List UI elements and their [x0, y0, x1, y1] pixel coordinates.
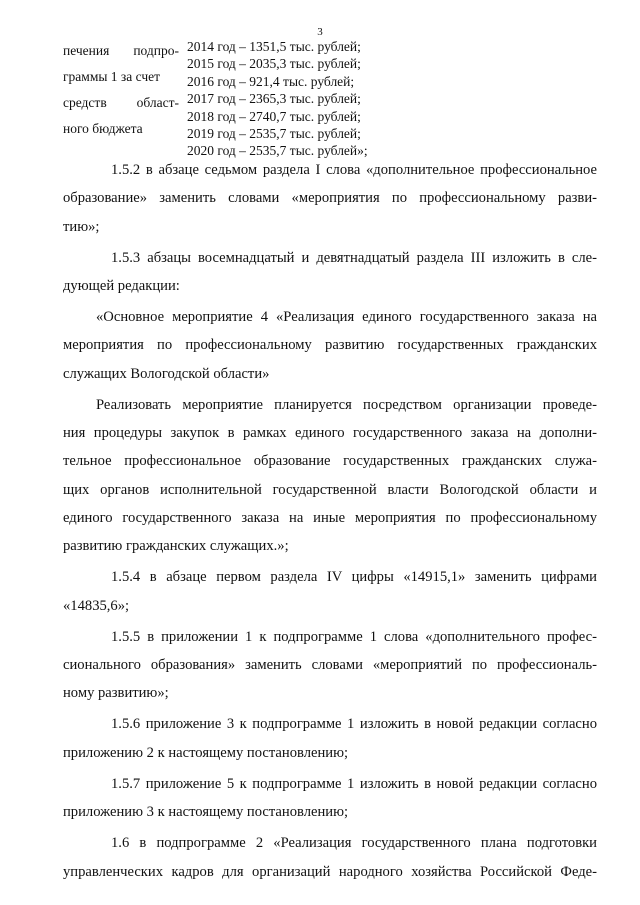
text-line: Реализовать мероприятие планируется посредством организации проведе- [96, 396, 597, 413]
text-line: служащих Вологодской области» [63, 365, 270, 382]
paragraph-1-5-7 [63, 770, 597, 827]
text-line: образование» заменить словами «мероприятия по профессиональному разви- [63, 190, 597, 207]
text-line: 1.5.4 в абзаце первом раздела IV цифры «14915,1» заменить цифрами [111, 569, 597, 586]
financing-year-line: 2020 год – 2535,7 тыс. рублей»; [187, 143, 368, 159]
text-line: ному развитию»; [63, 685, 169, 702]
paragraph-1-6 [63, 829, 597, 886]
paragraph-main-event-4 [63, 303, 597, 388]
financing-year-line: 2018 год – 2740,7 тыс. рублей; [187, 108, 361, 124]
document-body [63, 156, 597, 886]
financing-label-line: средств област- [63, 95, 179, 110]
text-line: единого государственного заказа на иные мероприятия по профессиональному [63, 509, 597, 526]
text-line: 1.5.5 в приложении 1 к подпрограмме 1 слова «дополнительного профес- [111, 628, 597, 645]
text-line: щих органов исполнительной государственной власти Вологодской области и [63, 481, 597, 498]
financing-year-line: 2019 год – 2535,7 тыс. рублей; [187, 125, 361, 141]
text-line: 1.5.3 абзацы восемнадцатый и девятнадцатый раздела III изложить в сле- [111, 249, 597, 266]
text-line: ния процедуры закупок в рамках единого государственного заказа на дополни- [63, 425, 597, 442]
financing-year-line: 2014 год – 1351,5 тыс. рублей; [187, 39, 361, 54]
text-line: мероприятия по профессиональному развитию государственных гражданских [63, 337, 597, 354]
paragraph-1-5-5 [63, 623, 597, 708]
text-line: 1.5.6 приложение 3 к подпрограмме 1 изложить в новой редакции согласно [111, 716, 597, 733]
text-line: тельное профессиональное образование государственных гражданских служа- [63, 453, 597, 470]
text-line: управленческих кадров для организаций народного хозяйства Российской Феде- [63, 863, 597, 880]
text-line: 1.6 в подпрограмме 2 «Реализация государственного плана подготовки [111, 835, 597, 852]
text-line: сионального образования» заменить словами «мероприятий по профессиональ- [63, 657, 597, 674]
text-line: тию»; [63, 218, 100, 235]
financing-label-line: граммы 1 за счет [63, 69, 161, 84]
text-line: дующей редакции: [63, 277, 180, 294]
paragraph-1-5-4 [63, 563, 597, 620]
page-number: 3 [317, 26, 323, 38]
financing-year-line: 2015 год – 2035,3 тыс. рублей; [187, 56, 361, 72]
financing-label-line: печения подпро- [63, 43, 179, 58]
paragraph-1-5-2 [63, 156, 597, 241]
financing-year-line: 2017 год – 2365,3 тыс. рублей; [187, 91, 361, 107]
text-line: 1.5.2 в абзаце седьмом раздела I слова «дополнительное профессиональное [111, 162, 597, 178]
financing-label-line: ного бюджета [63, 121, 143, 136]
text-line: 1.5.7 приложение 5 к подпрограмме 1 изложить в новой редакции согласно [111, 775, 597, 792]
text-line: развитию гражданских служащих.»; [63, 538, 289, 555]
financing-years [187, 38, 368, 160]
financing-label [63, 38, 179, 142]
financing-year-line: 2016 год – 921,4 тыс. рублей; [187, 73, 355, 89]
paragraph-1-5-3 [63, 244, 597, 301]
text-line: «14835,6»; [63, 597, 130, 614]
paragraph-1-5-6 [63, 710, 597, 767]
text-line: приложению 2 к настоящему постановлению; [63, 744, 349, 761]
text-line: приложению 3 к настоящему постановлению; [63, 804, 349, 821]
paragraph-implementation [63, 391, 597, 561]
text-line: «Основное мероприятие 4 «Реализация единого государственного заказа на [96, 309, 597, 326]
